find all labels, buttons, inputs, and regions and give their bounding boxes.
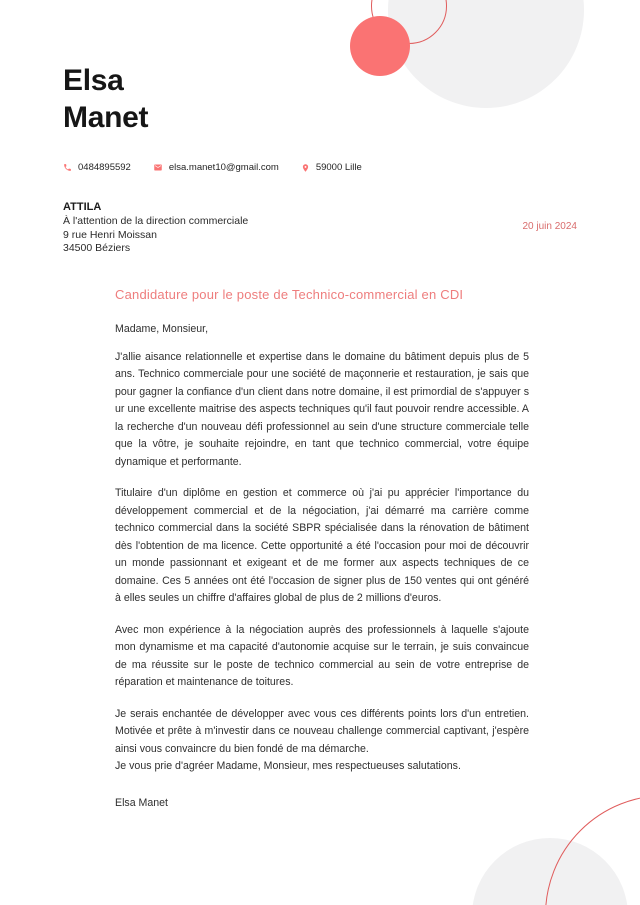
applicant-name <box>63 62 577 136</box>
letter-paragraph: J'allie aisance relationnelle et expertise dans le domaine du bâtiment depuis plus de 5 ans. Technico commerciale pour une société de maçonnerie et restauration, je sais que pour gagner la confiance d'un client dans notre domaine, il est primordial de s'appuyer s ur une excellente maitrise des aspects techniques qu'il faut pouvoir rendre accessible. A la recherche d'un nouveau défi professionnel au sein d'une structure commerciale telle que la vôtre, je souhaite rejoindre, en tant que technico commercial, votre équipe dynamique et performante. <box>115 350 529 468</box>
recipient-block <box>63 201 248 256</box>
email-address: elsa.manet10@gmail.com <box>168 162 279 173</box>
location-text: 59000 Lille <box>315 162 362 173</box>
map-pin-icon <box>301 163 310 173</box>
letter-salutation: Madame, Monsieur, <box>115 322 209 335</box>
phone-number: 0484895592 <box>78 162 131 173</box>
recipient-street: 9 rue Henri Moissan <box>63 228 157 241</box>
applicant-last-name: Manet <box>63 101 149 134</box>
recipient-attention-line: À l'attention de la direction commerciale <box>63 215 249 227</box>
letter-subject: Candidature pour le poste de Technico-commercial en CDI <box>115 286 464 302</box>
contact-phone <box>63 162 131 173</box>
letter-paragraph: Titulaire d'un diplôme en gestion et commerce où j'ai pu apprécier l'importance du développement commercial et de la négociation, j'ai démarré ma carrière comme technico commercial dans la société SBPR spécialisée dans la rénovation de bâtiment dès l'obtention de ma licence. Cette opportunité a été l'occasion pour moi de découvrir un monde passionnant et exigeant et de me former aux aspects techniques de ce domaine. Ces 5 années ont été l'occasion de signer plus de 150 ventes qui ont généré à elles seules un chiffre d'affaires global de plus de 2 millions d'euros. <box>115 487 529 604</box>
letter-body <box>115 287 529 809</box>
contact-email <box>153 162 279 173</box>
letter-signature: Elsa Manet <box>115 796 168 809</box>
recipient-company: ATTILA <box>63 201 102 213</box>
recipient-row <box>63 201 577 256</box>
recipient-city: 34500 Béziers <box>63 242 131 254</box>
letter-closing-line: Je vous prie d'agréer Madame, Monsieur, mes respectueuses salutations. <box>115 760 461 772</box>
letter-paragraph: Avec mon expérience à la négociation auprès des professionnels à laquelle s'ajoute mon dynamisme et ma capacité d'autonomie acquise sur le terrain, je suis convaincue de ma réussite sur le poste de technico commercial au sein de votre entreprise de réparation et maintenance de toitures. <box>115 623 529 688</box>
contact-location <box>301 162 362 173</box>
letter-paragraph: Je serais enchantée de développer avec vous ces différents points lors d'un entretien. Motivée et prête à m'investir dans ce nouveau challenge commercial captivant, j'espère ainsi vous convaincre du bien fondé de ma démarche. <box>115 707 529 755</box>
phone-icon <box>63 163 72 172</box>
envelope-icon <box>153 163 163 172</box>
applicant-first-name: Elsa <box>63 64 124 97</box>
letter-date: 20 juin 2024 <box>522 221 577 232</box>
contact-row <box>63 162 577 173</box>
